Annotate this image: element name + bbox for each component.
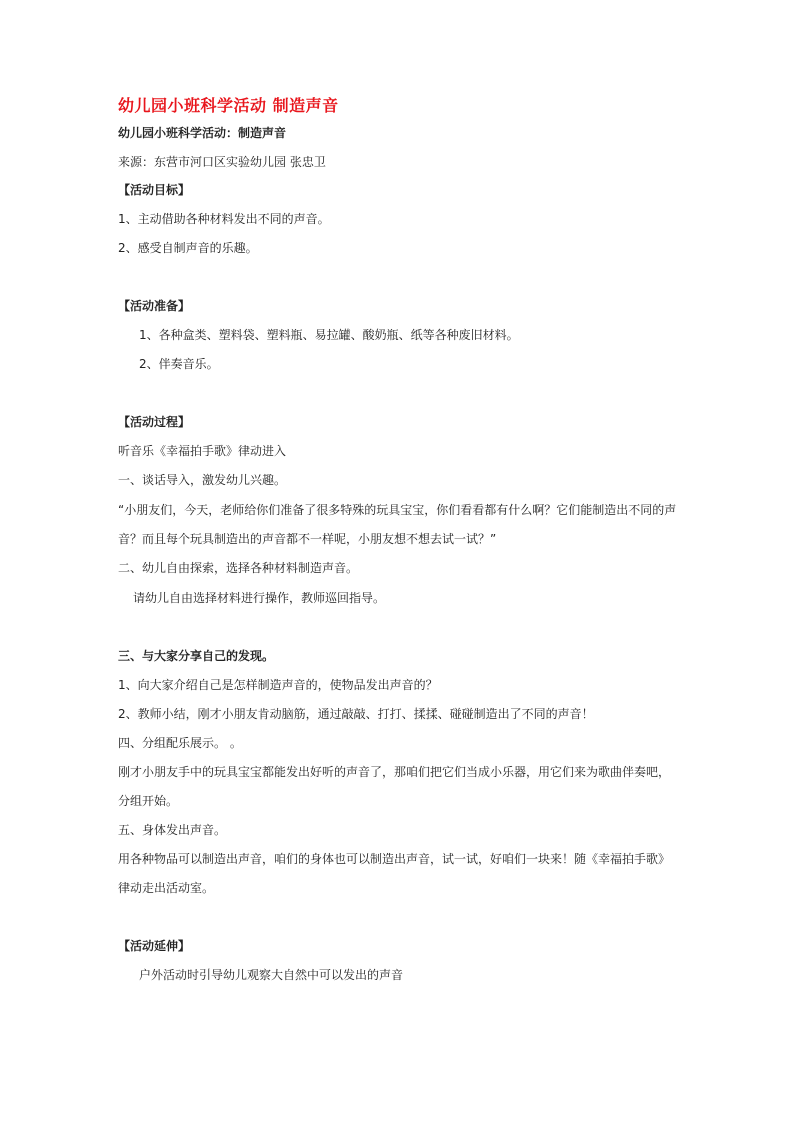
goals-heading: 【活动目标】 <box>118 183 191 197</box>
extension-heading: 【活动延伸】 <box>118 939 191 953</box>
process-substep: 1、向大家介绍自己是怎样制造声音的，使物品发出声音的？ <box>118 678 438 692</box>
prep-item: 2、伴奏音乐。 <box>139 357 219 371</box>
process-step: 四、分组配乐展示。 。 <box>118 736 242 750</box>
doc-source: 来源：东营市河口区实验幼儿园 张忠卫 <box>118 155 326 169</box>
process-step: 一、谈话导入，激发幼儿兴趣。 <box>118 473 287 487</box>
process-step-detail: 请幼儿自由选择材料进行操作，教师巡回指导。 <box>133 591 386 605</box>
teacher-quote: “小朋友们，今天，老师给你们准备了很多特殊的玩具宝宝，你们看看都有什么啊？它们能制造出不同的声音？而且每个玩具制造出的声音都不一样呢，小朋友想不想去试一试？” <box>118 503 677 546</box>
goal-item: 1、主动借助各种材料发出不同的声音。 <box>118 212 330 226</box>
prep-item: 1、各种盒类、塑料袋、塑料瓶、易拉罐、酸奶瓶、纸等各种废旧材料。 <box>139 328 519 342</box>
process-heading: 【活动过程】 <box>118 415 191 429</box>
process-step: 三、与大家分享自己的发现。 <box>118 649 275 663</box>
goal-item: 2、感受自制声音的乐趣。 <box>118 241 258 255</box>
process-step-detail: 刚才小朋友手中的玩具宝宝都能发出好听的声音了，那咱们把它们当成小乐器，用它们来为歌曲伴奏吧，分组开始。 <box>118 765 671 808</box>
doc-subtitle: 幼儿园小班科学活动：制造声音 <box>118 126 287 140</box>
process-substep: 2、教师小结，刚才小朋友肯动脑筋，通过敲敲、打打、揉揉、碰碰制造出了不同的声音！ <box>118 707 594 721</box>
prep-heading: 【活动准备】 <box>118 299 191 313</box>
doc-title: 幼儿园小班科学活动 制造声音 <box>118 96 339 115</box>
extension-item: 户外活动时引导幼儿观察大自然中可以发出的声音 <box>139 968 404 982</box>
process-step-detail: 用各种物品可以制造出声音，咱们的身体也可以制造出声音，试一试，好咱们一块来！随《幸福拍手歌》律动走出活动室。 <box>118 852 671 895</box>
process-step: 二、幼儿自由探索，选择各种材料制造声音。 <box>118 561 359 575</box>
process-step: 五、身体发出声音。 <box>118 823 227 837</box>
process-intro: 听音乐《幸福拍手歌》律动进入 <box>118 444 287 458</box>
